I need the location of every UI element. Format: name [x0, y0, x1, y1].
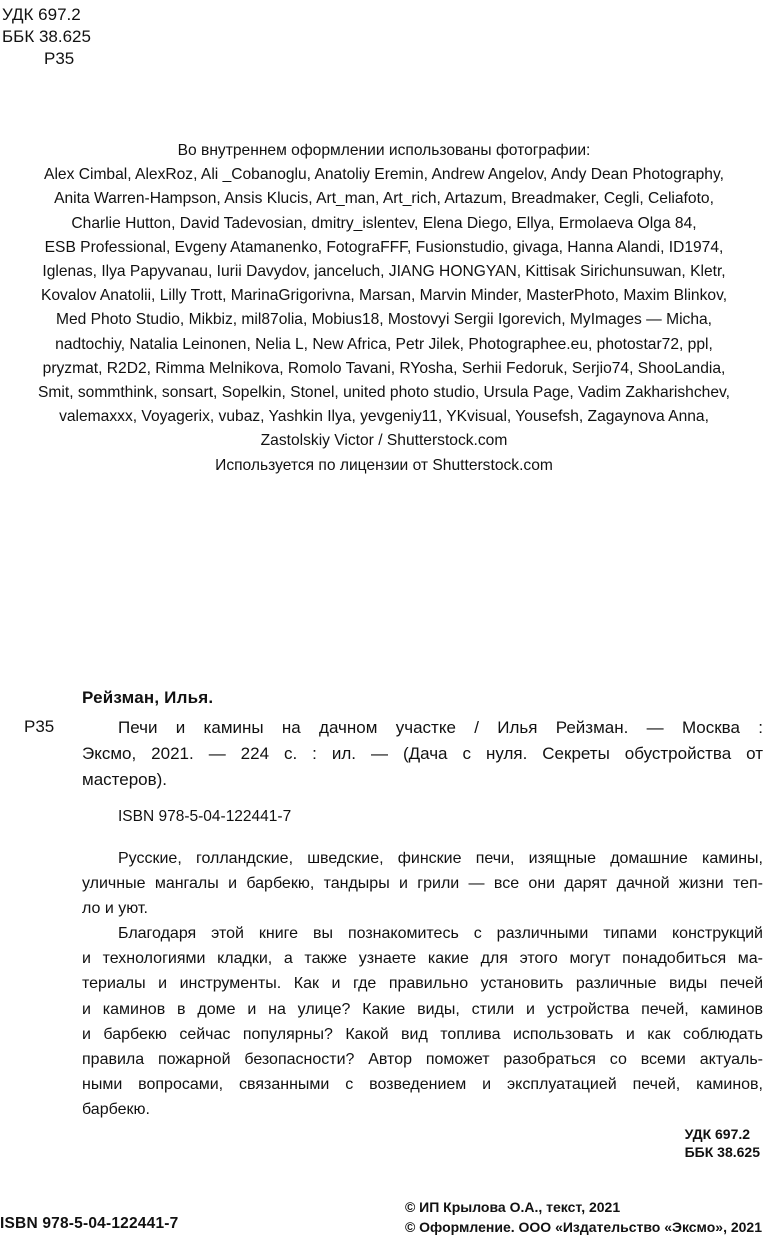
credits-line: Iglenas, Ilya Papyvanau, Iurii Davydov, janceluch, JIANG HONGYAN, Kittisak Sirichunsuwan, Kletr, — [42, 263, 726, 281]
copyright-text: © ИП Крылова О.А., текст, 2021 — [404, 1199, 621, 1215]
credits-line: Zastolskiy Victor / Shutterstock.com — [260, 432, 508, 450]
record-isbn: ISBN 978-5-04-122441-7 — [118, 808, 292, 825]
annotation-line: териалы и инструменты. Как и где правильно установить различные виды печей — [82, 975, 763, 993]
credits-line: Med Photo Studio, Mikbiz, mil87olia, Mobius18, Mostovyi Sergii Igorevich, MyImages — Micha, — [55, 311, 713, 329]
annotation-line: правила пожарной безопасности? Автор поможет разобраться со всеми актуаль- — [82, 1050, 763, 1068]
footer-bbk: ББК 38.625 — [684, 1144, 760, 1160]
credits-line: Используется по лицензии от Shutterstock.com — [215, 456, 553, 474]
annotation-line: и технологиями кладки, а также узнаете какие для этого могут понадобиться ма- — [82, 950, 763, 968]
annotation-line: барбекю. — [82, 1100, 150, 1118]
annotation-line: Русские, голландские, шведские, финские печи, изящные домашние камины, — [118, 850, 763, 867]
credits-line: Anita Warren-Hampson, Ansis Klucis, Art_man, Art_rich, Artazum, Breadmaker, Cegli, Celiafoto, — [54, 190, 714, 208]
annotation-line: ными вопросами, связанными с возведением и эксплуатацией печей, каминов, — [82, 1075, 763, 1093]
description-line: Печи и камины на дачном участке / Илья Рейзман. — Москва : — [118, 718, 763, 737]
footer-udk: УДК 697.2 — [684, 1126, 751, 1142]
bibliographic-description — [82, 715, 763, 793]
annotation-line: ло и уют. — [82, 900, 148, 918]
udk-code: УДК 697.2 — [2, 5, 81, 24]
credits-line: valemaxxx, Voyagerix, vubaz, Yashkin Ilya, yevgeniy11, YKvisual, Yousefsh, Zagaynova Anna, — [59, 408, 709, 426]
record-author-mark: Р35 — [24, 717, 55, 736]
record-author: Рейзман, Илья. — [82, 688, 214, 707]
credits-line: Kovalov Anatolii, Lilly Trott, MarinaGrigorivna, Marsan, Marvin Minder, MasterPhoto, Maxim Blinkov, — [40, 287, 728, 305]
description-line: Эксмо, 2021. — 224 с. : ил. — (Дача с нуля. Секреты обустройства от — [82, 744, 763, 763]
annotation-line: уличные мангалы и барбекю, тандыры и грили — все они дарят дачной жизни теп- — [82, 875, 763, 893]
credits-line: Во внутреннем оформлении использованы фотографии: — [177, 142, 591, 159]
photo-credits — [0, 139, 768, 478]
footer-classification-codes — [685, 1125, 760, 1161]
header-classification-codes — [2, 4, 91, 70]
credits-line: nadtochiy, Natalia Leinonen, Nelia L, New Africa, Petr Jilek, Photographee.eu, photostar72, ppl, — [55, 335, 713, 353]
annotation-line: и барбекю сейчас популярны? Какой вид топлива использовать и как соблюдать — [82, 1025, 763, 1043]
footer-isbn: ISBN 978-5-04-122441-7 — [0, 1215, 179, 1232]
copyright-design: © Оформление. ООО «Издательство «Эксмо», 2021 — [404, 1219, 762, 1235]
copyright-block — [405, 1197, 762, 1237]
author-mark: Р35 — [44, 49, 75, 68]
credits-line: pryzmat, R2D2, Rimma Melnikova, Romolo Tavani, RYosha, Serhii Fedoruk, Serjio74, ShooLandia, — [42, 359, 726, 377]
annotation-line: Благодаря этой книге вы познакомитесь с различными типами конструкций — [118, 925, 763, 943]
description-line: мастеров). — [82, 770, 168, 789]
credits-line: ESB Professional, Evgeny Atamanenko, FotograFFF, Fusionstudio, givaga, Hanna Alandi, ID1974, — [44, 238, 724, 256]
credits-line: Smit, sommthink, sonsart, Sopelkin, Stonel, united photo studio, Ursula Page, Vadim Zakharishchev, — [38, 384, 730, 402]
credits-line: Charlie Hutton, David Tadevosian, dmitry_islentev, Elena Diego, Ellya, Ermolaeva Olga 84, — [71, 214, 697, 232]
bbk-code: ББК 38.625 — [2, 27, 91, 46]
annotation — [82, 846, 763, 1122]
credits-line: Alex Cimbal, AlexRoz, Ali _Cobanoglu, Anatoliy Eremin, Andrew Angelov, Andy Dean Photography, — [44, 166, 724, 184]
annotation-line: и каминов в доме и на улице? Какие виды, стили и устройства печей, каминов — [82, 1000, 763, 1018]
